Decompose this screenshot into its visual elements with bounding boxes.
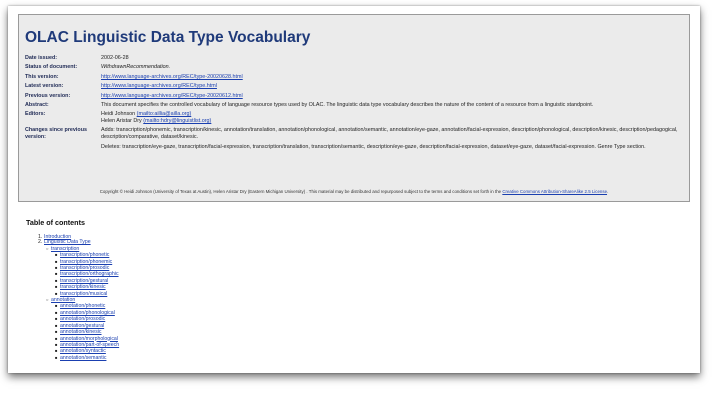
toc-sublink[interactable]: annotation/morphological (60, 335, 118, 342)
document-header (18, 14, 690, 202)
meta-value: 2002-06-28 (101, 55, 129, 61)
square-bullet-icon: ■ (55, 290, 58, 296)
transcription-sublist (46, 252, 119, 297)
toc-link-linguistic-data-type[interactable]: Linguistic Data Type (44, 239, 91, 246)
license-link[interactable]: Creative Commons Attribution-ShareAlike 2.5 License (502, 189, 608, 194)
toc-item (46, 246, 119, 297)
meta-label: Editors: (25, 111, 46, 118)
editor-email-link[interactable]: (mailto:aillia@ailla.org) (136, 111, 192, 118)
meta-row-status (25, 64, 685, 70)
this-version-link[interactable]: http://www.language-archives.org/REC/type-20020628.html (101, 73, 243, 80)
meta-label: Date issued: (25, 55, 58, 61)
changes-adds: Adds: transcription/phonemic, transcription/kinesic, annotation/translation, annotation/phonological, annotation/semantic, annotation/eye-gaze, annotation/facial-expression, description/phonological, description/kinesic, description/pedagogical, description/comparative, dataset/kinesic. (101, 127, 678, 140)
meta-label: This version: (25, 73, 59, 80)
toc-item (38, 240, 119, 361)
square-bullet-icon: ■ (55, 322, 58, 328)
toc-sublink[interactable]: annotation/prosodic (60, 316, 106, 323)
meta-label: Latest version: (25, 83, 64, 90)
changes-deletes: Deletes: transcription/eye-gaze, transcription/facial-expression, transcription/translation, transcription/semantic, description/eye-gaze, description/facial-expression, dataset/eye-gaze, dataset/facial-expression. Genre Type section. (101, 144, 646, 151)
toc-heading: Table of contents (26, 218, 85, 227)
square-bullet-icon: ■ (55, 309, 58, 315)
meta-row-editors (25, 111, 685, 124)
meta-label: Previous version: (25, 92, 71, 99)
document-window (8, 6, 700, 373)
copyright-notice: Copyright © Heidi Johnson (University of Texas at Austin), Helen Aristar Dry (Eastern Michigan University) . This material may be distributed and repurposed subject to the terms and conditions set forth in the Creative Commons Attribution-ShareAlike 2.5 License. (99, 189, 609, 194)
meta-row-previous-version (25, 93, 685, 99)
square-bullet-icon: ■ (55, 271, 58, 277)
toc-subitem (55, 355, 119, 361)
toc-link-annotation[interactable]: annotation (51, 297, 76, 304)
copyright-text: Copyright © Heidi Johnson (University of Texas at Austin), Helen Aristar Dry (Eastern Michigan University) . This material may be distributed and repurposed subject to the terms and conditions set forth in the (99, 189, 502, 194)
toc-sublink[interactable]: annotation/part-of-speech (60, 341, 120, 348)
square-bullet-icon: ■ (55, 354, 58, 360)
toc-number: 2. (38, 239, 43, 246)
toc-sublink[interactable]: transcription/orthographic (60, 271, 119, 278)
toc-sublink[interactable]: transcription/musical (60, 290, 108, 297)
toc-sublink[interactable]: annotation/phonetic (60, 303, 106, 310)
square-bullet-icon: ■ (55, 341, 58, 347)
meta-label: Abstract: (25, 102, 49, 109)
editor-name: Helen Aristar Dry (101, 117, 142, 124)
editor-name: Heidi Johnson (101, 111, 136, 118)
toc-sublink[interactable]: transcription/kinesic (60, 284, 106, 291)
meta-label: Changes since previous version: (25, 127, 88, 140)
metadata-table (25, 55, 685, 153)
square-bullet-icon: ■ (55, 316, 58, 322)
latest-version-link[interactable]: http://www.language-archives.org/REC/type.html (101, 83, 217, 90)
square-bullet-icon: ■ (55, 303, 58, 309)
meta-row-this-version (25, 74, 685, 80)
toc-sublink[interactable]: transcription/gestural (60, 277, 109, 284)
square-bullet-icon: ■ (55, 284, 58, 290)
square-bullet-icon: ■ (55, 265, 58, 271)
square-bullet-icon: ■ (55, 348, 58, 354)
meta-label: Status of document: (25, 64, 78, 71)
toc-sublink[interactable]: annotation/kinesic (60, 329, 102, 336)
meta-row-latest-version (25, 83, 685, 89)
table-of-contents (38, 235, 119, 361)
toc-sublink[interactable]: annotation/syntactic (60, 348, 106, 355)
meta-row-date (25, 55, 685, 61)
meta-row-abstract (25, 102, 685, 108)
meta-value: WithdrawnRecommendation. (101, 64, 171, 71)
hollow-bullet-icon: ○ (46, 245, 49, 251)
square-bullet-icon: ■ (55, 329, 58, 335)
toc-sublink[interactable]: transcription/prosodic (60, 265, 110, 272)
toc-link-transcription[interactable]: transcription (51, 245, 80, 252)
hollow-bullet-icon: ○ (46, 297, 49, 303)
abstract-text: This document specifies the controlled vocabulary of language resource types used by OLAC. The linguistic data type vocabulary describes the nature of the content of a resource from a linguistic standpoint. (101, 102, 594, 109)
toc-sublink[interactable]: annotation/gestural (60, 322, 105, 329)
toc-number: 1. (38, 234, 43, 240)
square-bullet-icon: ■ (55, 258, 58, 264)
toc-sublink[interactable]: annotation/semantic (60, 354, 107, 361)
meta-row-changes (25, 127, 685, 150)
square-bullet-icon: ■ (55, 252, 58, 258)
previous-version-link[interactable]: http://www.language-archives.org/REC/type-20020612.html (101, 92, 243, 99)
toc-sublink[interactable]: annotation/phonological (60, 309, 115, 316)
toc-sublink[interactable]: transcription/phonemic (60, 258, 113, 265)
annotation-sublist (46, 303, 119, 361)
page-title: OLAC Linguistic Data Type Vocabulary (25, 29, 311, 46)
square-bullet-icon: ■ (55, 335, 58, 341)
toc-sublink[interactable]: transcription/phonetic (60, 252, 110, 259)
editor-email-link[interactable]: (mailto:hdry@linguistlist.org) (143, 117, 212, 124)
toc-link-introduction[interactable]: Introduction (44, 234, 72, 240)
toc-item (46, 297, 119, 361)
square-bullet-icon: ■ (55, 277, 58, 283)
